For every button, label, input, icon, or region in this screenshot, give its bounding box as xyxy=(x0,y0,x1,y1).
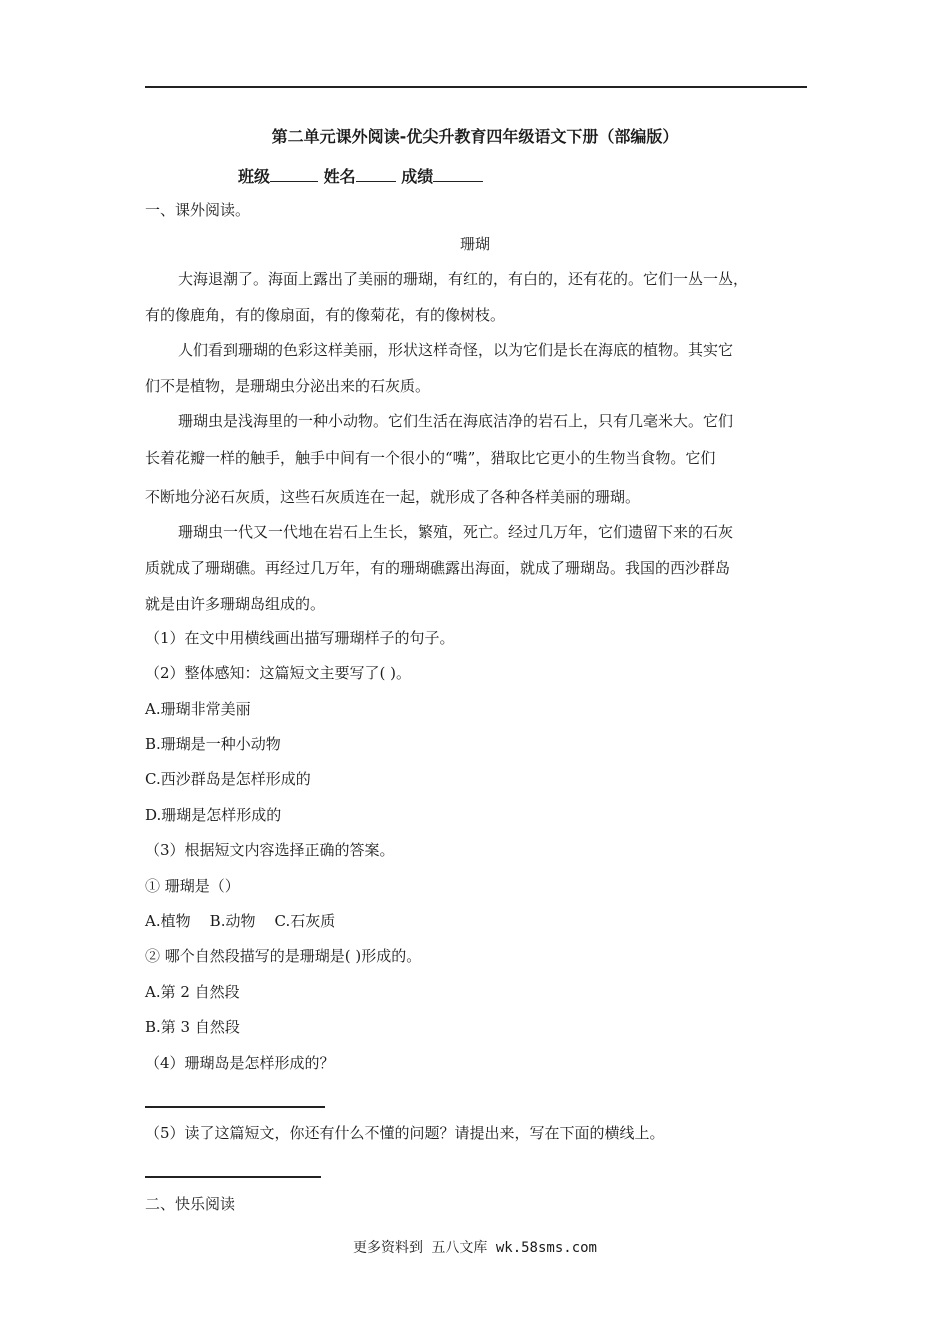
score-blank[interactable] xyxy=(433,167,483,182)
question-3-sub-1-options: A.植物 B.动物 C.石灰质 xyxy=(145,912,336,930)
passage-line: 人们看到珊瑚的色彩这样美丽，形状这样奇怪，以为它们是长在海底的植物。其实它 xyxy=(178,341,734,359)
question-5: （5）读了这篇短文，你还有什么不懂的问题？请提出来，写在下面的横线上。 xyxy=(145,1124,665,1142)
passage-line: 不断地分泌石灰质，这些石灰质连在一起，就形成了各种各样美丽的珊瑚。 xyxy=(145,488,641,506)
question-3-sub-1: ① 珊瑚是（） xyxy=(145,877,240,895)
question-2: （2）整体感知：这篇短文主要写了( )。 xyxy=(145,664,412,682)
header-rule xyxy=(145,86,807,88)
question-1: （1）在文中用横线画出描写珊瑚样子的句子。 xyxy=(145,629,455,647)
question-3: （3）根据短文内容选择正确的答案。 xyxy=(145,841,395,859)
passage-line: 长着花瓣一样的触手，触手中间有一个很小的“嘴”，猎取比它更小的生物当食物。它们 xyxy=(145,449,716,467)
page-title: 第二单元课外阅读-优尖升教育四年级语文下册（部编版） xyxy=(271,127,679,146)
answer-line-q4[interactable] xyxy=(145,1106,325,1108)
option-a: A.第 2 自然段 xyxy=(145,983,240,1001)
passage-line: 有的像鹿角，有的像扇面，有的像菊花，有的像树枝。 xyxy=(145,306,506,324)
passage-line: 们不是植物，是珊瑚虫分泌出来的石灰质。 xyxy=(145,377,431,395)
question-4: （4）珊瑚岛是怎样形成的？ xyxy=(145,1054,335,1072)
option-b: B.第 3 自然段 xyxy=(145,1018,240,1036)
passage-title: 珊瑚 xyxy=(459,235,490,253)
score-label: 成绩 xyxy=(401,167,434,186)
class-label: 班级 xyxy=(238,167,271,186)
student-info-fields xyxy=(238,164,483,187)
section-heading-happy-reading: 二、快乐阅读 xyxy=(145,1195,236,1213)
question-3-sub-2: ② 哪个自然段描写的是珊瑚是( )形成的。 xyxy=(145,947,422,965)
passage-line: 珊瑚虫一代又一代地在岩石上生长，繁殖，死亡。经过几万年，它们遗留下来的石灰 xyxy=(178,523,734,541)
passage-line: 就是由许多珊瑚岛组成的。 xyxy=(145,595,326,613)
passage-line: 质就成了珊瑚礁。再经过几万年，有的珊瑚礁露出海面，就成了珊瑚岛。我国的西沙群岛 xyxy=(145,559,731,577)
option-b: B.珊瑚是一种小动物 xyxy=(145,735,281,753)
footer-text: 更多资料到 五八文库 wk.58sms.com xyxy=(352,1240,597,1256)
option-c: C.西沙群岛是怎样形成的 xyxy=(145,770,311,788)
passage-line: 大海退潮了。海面上露出了美丽的珊瑚，有红的，有白的，还有花的。它们一丛一丛， xyxy=(178,270,749,288)
option-d: D.珊瑚是怎样形成的 xyxy=(145,806,282,824)
class-blank[interactable] xyxy=(270,167,318,182)
passage-line: 珊瑚虫是浅海里的一种小动物。它们生活在海底洁净的岩石上，只有几毫米大。它们 xyxy=(178,412,734,430)
name-label: 姓名 xyxy=(323,167,356,186)
option-a: A.珊瑚非常美丽 xyxy=(145,700,251,718)
answer-line-q5[interactable] xyxy=(145,1176,321,1178)
name-blank[interactable] xyxy=(356,167,396,182)
section-heading-reading: 一、课外阅读。 xyxy=(145,201,251,219)
